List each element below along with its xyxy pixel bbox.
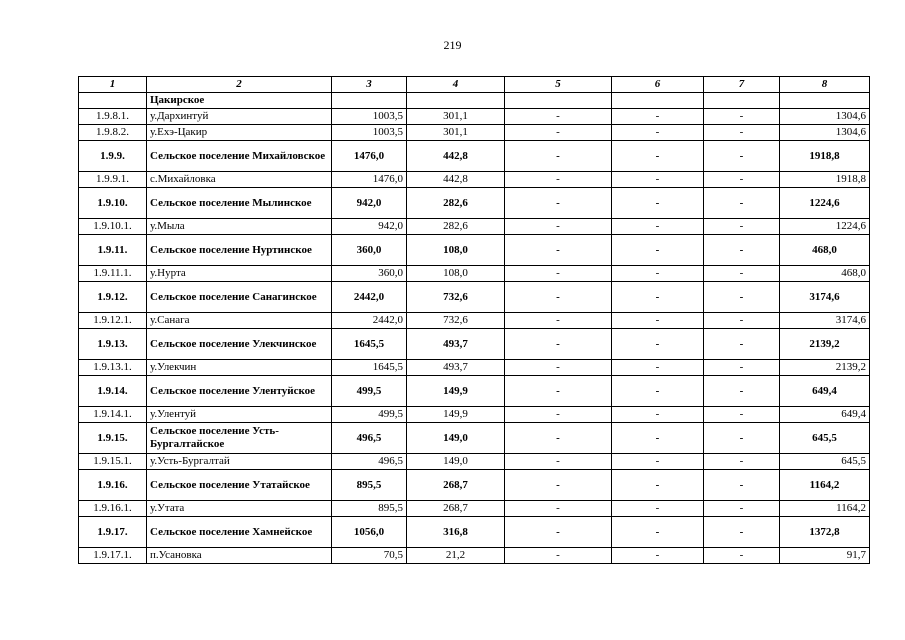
value-col6: - xyxy=(612,282,704,313)
row-code: 1.9.11.1. xyxy=(79,266,147,282)
value-col6: - xyxy=(612,235,704,266)
value-col7: - xyxy=(704,313,780,329)
settlement-group-row xyxy=(79,188,870,219)
value-col7: - xyxy=(704,407,780,423)
value-col8: 468,0 xyxy=(780,235,870,266)
locality-row xyxy=(79,501,870,517)
settlement-group-row xyxy=(79,329,870,360)
value-col4: 442,8 xyxy=(407,172,505,188)
column-header: 4 xyxy=(407,77,505,93)
value-col5: - xyxy=(505,266,612,282)
value-col4: 21,2 xyxy=(407,548,505,564)
value-col7: - xyxy=(704,501,780,517)
settlement-group-row xyxy=(79,235,870,266)
value-col6: - xyxy=(612,313,704,329)
row-code xyxy=(79,93,147,109)
value-col3: 2442,0 xyxy=(332,282,407,313)
value-col6: - xyxy=(612,172,704,188)
settlement-group-row xyxy=(79,470,870,501)
value-col4: 493,7 xyxy=(407,360,505,376)
value-col3: 895,5 xyxy=(332,501,407,517)
row-code: 1.9.8.1. xyxy=(79,109,147,125)
value-col3: 499,5 xyxy=(332,407,407,423)
value-col6: - xyxy=(612,141,704,172)
value-col3: 1645,5 xyxy=(332,360,407,376)
value-col8: 3174,6 xyxy=(780,313,870,329)
settlement-group-row xyxy=(79,517,870,548)
row-code: 1.9.14. xyxy=(79,376,147,407)
value-col8: 645,5 xyxy=(780,423,870,454)
locality-row xyxy=(79,548,870,564)
page-number: 219 xyxy=(443,38,462,52)
value-col6: - xyxy=(612,219,704,235)
value-col3: 499,5 xyxy=(332,376,407,407)
value-col8: 1224,6 xyxy=(780,188,870,219)
column-header: 2 xyxy=(147,77,332,93)
value-col7: - xyxy=(704,172,780,188)
value-col8: 649,4 xyxy=(780,376,870,407)
value-col5: - xyxy=(505,423,612,454)
value-col4: 149,9 xyxy=(407,407,505,423)
value-col4: 282,6 xyxy=(407,188,505,219)
row-name: у.Ехэ-Цакир xyxy=(147,125,332,141)
value-col6: - xyxy=(612,407,704,423)
value-col5: - xyxy=(505,501,612,517)
row-name: Сельское поселение Нуртинское xyxy=(147,235,332,266)
value-col3: 895,5 xyxy=(332,470,407,501)
value-col6: - xyxy=(612,423,704,454)
value-col3: 496,5 xyxy=(332,454,407,470)
value-col7: - xyxy=(704,454,780,470)
value-col3: 496,5 xyxy=(332,423,407,454)
settlement-group-row xyxy=(79,141,870,172)
value-col7: - xyxy=(704,266,780,282)
value-col4: 268,7 xyxy=(407,470,505,501)
value-col8: 2139,2 xyxy=(780,360,870,376)
locality-row xyxy=(79,219,870,235)
locality-row xyxy=(79,172,870,188)
row-name: Сельское поселение Улентуйское xyxy=(147,376,332,407)
row-name: с.Михайловка xyxy=(147,172,332,188)
value-col8: 1372,8 xyxy=(780,517,870,548)
value-col6: - xyxy=(612,548,704,564)
value-col8: 1164,2 xyxy=(780,501,870,517)
value-col3: 1003,5 xyxy=(332,109,407,125)
row-name: у.Утата xyxy=(147,501,332,517)
row-name: у.Нурта xyxy=(147,266,332,282)
row-name: Сельское поселение Утатайское xyxy=(147,470,332,501)
settlement-group-row xyxy=(79,93,870,109)
column-header: 1 xyxy=(79,77,147,93)
value-col6: - xyxy=(612,109,704,125)
value-col6: - xyxy=(612,376,704,407)
value-col4: 732,6 xyxy=(407,313,505,329)
locality-row xyxy=(79,125,870,141)
value-col8: 1224,6 xyxy=(780,219,870,235)
row-code: 1.9.8.2. xyxy=(79,125,147,141)
settlement-group-row xyxy=(79,376,870,407)
value-col4: 282,6 xyxy=(407,219,505,235)
row-code: 1.9.16.1. xyxy=(79,501,147,517)
value-col8: 1304,6 xyxy=(780,109,870,125)
locality-row xyxy=(79,454,870,470)
value-col6: - xyxy=(612,360,704,376)
value-col3: 942,0 xyxy=(332,188,407,219)
value-col8 xyxy=(780,93,870,109)
value-col7: - xyxy=(704,517,780,548)
value-col3: 70,5 xyxy=(332,548,407,564)
value-col6: - xyxy=(612,266,704,282)
value-col4: 108,0 xyxy=(407,266,505,282)
value-col8: 649,4 xyxy=(780,407,870,423)
value-col5: - xyxy=(505,141,612,172)
row-name: Сельское поселение Хамнейское xyxy=(147,517,332,548)
locality-row xyxy=(79,360,870,376)
value-col4: 301,1 xyxy=(407,125,505,141)
value-col3 xyxy=(332,93,407,109)
table-body xyxy=(79,93,870,564)
value-col7 xyxy=(704,93,780,109)
row-name: п.Усановка xyxy=(147,548,332,564)
row-code: 1.9.14.1. xyxy=(79,407,147,423)
value-col4 xyxy=(407,93,505,109)
value-col5: - xyxy=(505,329,612,360)
value-col5: - xyxy=(505,517,612,548)
value-col7: - xyxy=(704,360,780,376)
row-code: 1.9.9.1. xyxy=(79,172,147,188)
row-name: Сельское поселение Усть-Бургалтайское xyxy=(147,423,332,454)
value-col6: - xyxy=(612,501,704,517)
column-header: 5 xyxy=(505,77,612,93)
row-name: у.Улекчин xyxy=(147,360,332,376)
row-name: у.Усть-Бургалтай xyxy=(147,454,332,470)
value-col6: - xyxy=(612,188,704,219)
value-col4: 108,0 xyxy=(407,235,505,266)
value-col7: - xyxy=(704,188,780,219)
row-name: Цакирское xyxy=(147,93,332,109)
row-name: у.Улентуй xyxy=(147,407,332,423)
locality-row xyxy=(79,266,870,282)
value-col7: - xyxy=(704,329,780,360)
value-col8: 645,5 xyxy=(780,454,870,470)
value-col6: - xyxy=(612,125,704,141)
row-code: 1.9.15.1. xyxy=(79,454,147,470)
row-code: 1.9.12. xyxy=(79,282,147,313)
value-col8: 91,7 xyxy=(780,548,870,564)
value-col5: - xyxy=(505,548,612,564)
row-code: 1.9.16. xyxy=(79,470,147,501)
value-col3: 1476,0 xyxy=(332,172,407,188)
row-code: 1.9.13.1. xyxy=(79,360,147,376)
value-col5: - xyxy=(505,407,612,423)
locality-row xyxy=(79,407,870,423)
value-col6 xyxy=(612,93,704,109)
value-col5: - xyxy=(505,360,612,376)
value-col3: 2442,0 xyxy=(332,313,407,329)
table-header-row xyxy=(79,77,870,93)
value-col7: - xyxy=(704,282,780,313)
row-code: 1.9.10.1. xyxy=(79,219,147,235)
value-col4: 149,9 xyxy=(407,376,505,407)
column-header: 7 xyxy=(704,77,780,93)
value-col5: - xyxy=(505,470,612,501)
value-col7: - xyxy=(704,548,780,564)
row-code: 1.9.13. xyxy=(79,329,147,360)
value-col4: 149,0 xyxy=(407,454,505,470)
value-col3: 1056,0 xyxy=(332,517,407,548)
value-col3: 942,0 xyxy=(332,219,407,235)
row-code: 1.9.12.1. xyxy=(79,313,147,329)
settlement-group-row xyxy=(79,423,870,454)
value-col4: 442,8 xyxy=(407,141,505,172)
value-col7: - xyxy=(704,125,780,141)
column-header: 6 xyxy=(612,77,704,93)
row-code: 1.9.17.1. xyxy=(79,548,147,564)
value-col3: 360,0 xyxy=(332,266,407,282)
row-name: у.Санага xyxy=(147,313,332,329)
value-col4: 149,0 xyxy=(407,423,505,454)
value-col4: 493,7 xyxy=(407,329,505,360)
value-col5: - xyxy=(505,172,612,188)
value-col8: 3174,6 xyxy=(780,282,870,313)
value-col3: 1003,5 xyxy=(332,125,407,141)
value-col8: 1918,8 xyxy=(780,172,870,188)
value-col4: 301,1 xyxy=(407,109,505,125)
value-col5: - xyxy=(505,125,612,141)
value-col8: 1918,8 xyxy=(780,141,870,172)
value-col5: - xyxy=(505,282,612,313)
locality-row xyxy=(79,109,870,125)
value-col5: - xyxy=(505,188,612,219)
row-name: Сельское поселение Санагинское xyxy=(147,282,332,313)
row-name: у.Дархинтуй xyxy=(147,109,332,125)
value-col8: 468,0 xyxy=(780,266,870,282)
value-col5 xyxy=(505,93,612,109)
value-col5: - xyxy=(505,219,612,235)
locality-row xyxy=(79,313,870,329)
value-col8: 2139,2 xyxy=(780,329,870,360)
row-code: 1.9.9. xyxy=(79,141,147,172)
data-table xyxy=(78,76,870,564)
value-col3: 1645,5 xyxy=(332,329,407,360)
value-col5: - xyxy=(505,109,612,125)
row-name: Сельское поселение Мылинское xyxy=(147,188,332,219)
row-code: 1.9.15. xyxy=(79,423,147,454)
row-code: 1.9.10. xyxy=(79,188,147,219)
value-col5: - xyxy=(505,454,612,470)
value-col3: 1476,0 xyxy=(332,141,407,172)
value-col5: - xyxy=(505,376,612,407)
value-col6: - xyxy=(612,517,704,548)
value-col8: 1164,2 xyxy=(780,470,870,501)
value-col4: 316,8 xyxy=(407,517,505,548)
value-col6: - xyxy=(612,329,704,360)
settlement-group-row xyxy=(79,282,870,313)
value-col7: - xyxy=(704,423,780,454)
value-col7: - xyxy=(704,109,780,125)
value-col8: 1304,6 xyxy=(780,125,870,141)
column-header: 8 xyxy=(780,77,870,93)
value-col7: - xyxy=(704,219,780,235)
value-col7: - xyxy=(704,470,780,501)
value-col4: 268,7 xyxy=(407,501,505,517)
value-col3: 360,0 xyxy=(332,235,407,266)
value-col5: - xyxy=(505,235,612,266)
column-header: 3 xyxy=(332,77,407,93)
row-name: Сельское поселение Михайловское xyxy=(147,141,332,172)
row-name: у.Мыла xyxy=(147,219,332,235)
row-name: Сельское поселение Улекчинское xyxy=(147,329,332,360)
value-col5: - xyxy=(505,313,612,329)
value-col7: - xyxy=(704,141,780,172)
value-col7: - xyxy=(704,235,780,266)
row-code: 1.9.11. xyxy=(79,235,147,266)
value-col7: - xyxy=(704,376,780,407)
value-col6: - xyxy=(612,470,704,501)
row-code: 1.9.17. xyxy=(79,517,147,548)
value-col6: - xyxy=(612,454,704,470)
value-col4: 732,6 xyxy=(407,282,505,313)
